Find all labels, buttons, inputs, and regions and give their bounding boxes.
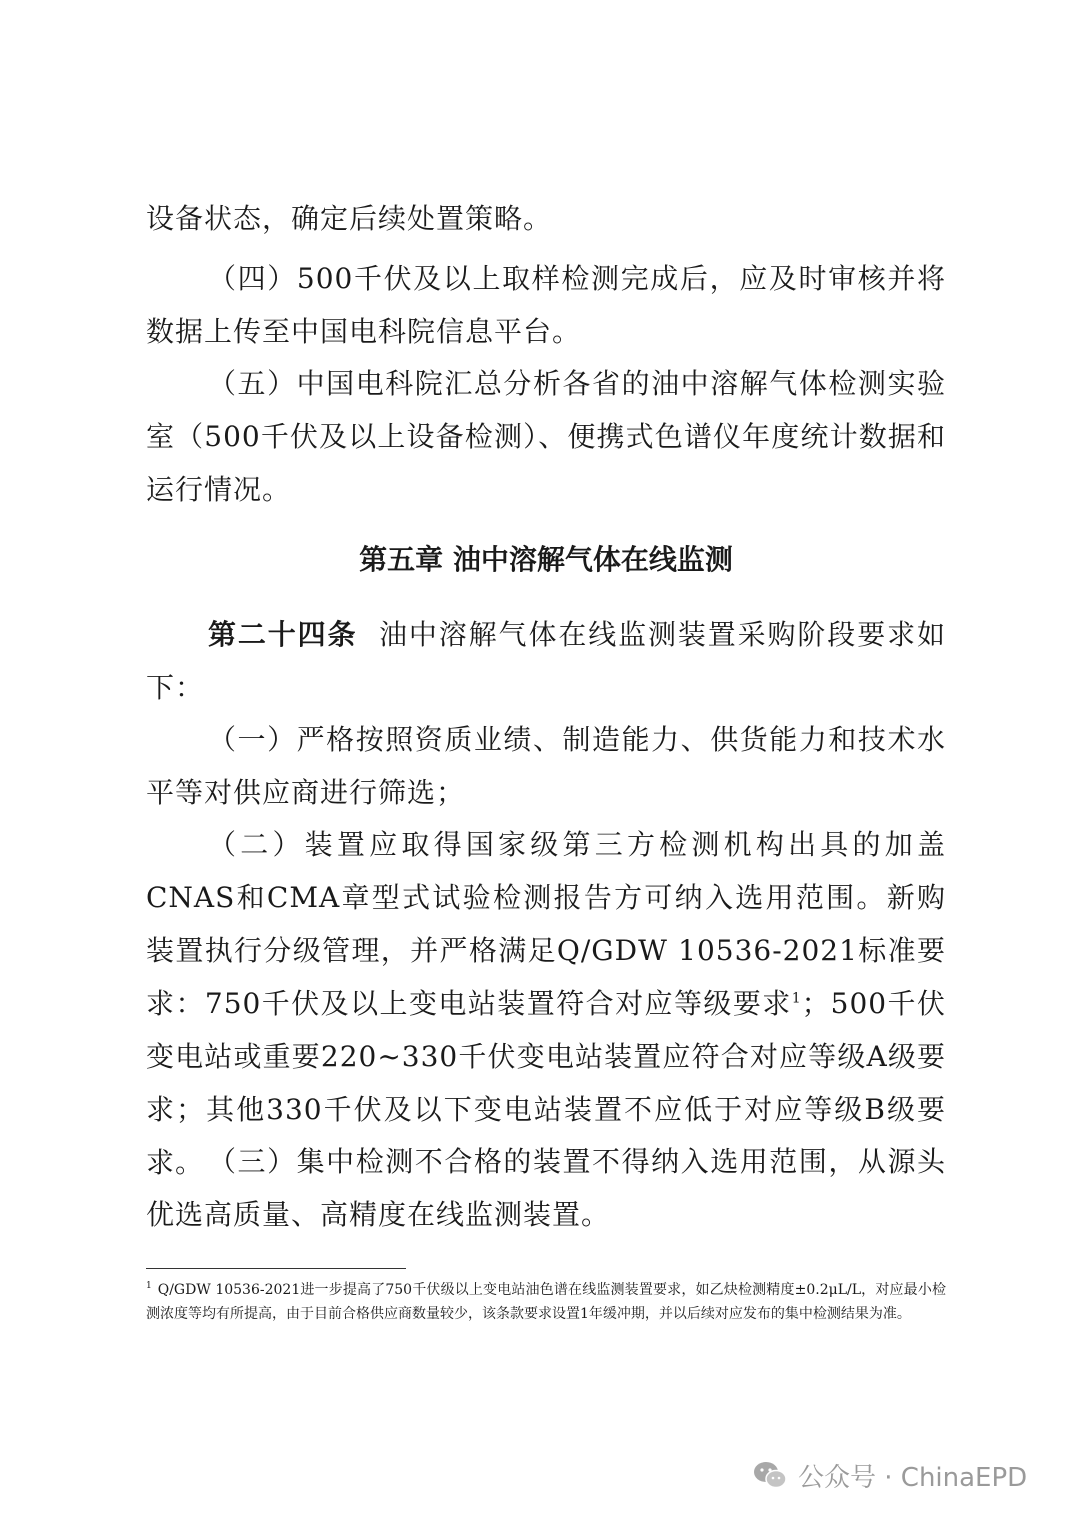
item-two-part-b: ；500千伏变电站或重要220~330千伏变电站装置应符合对应等级A级要求；其他330千伏及以下变电站装置不应低于对应等级B级要求。 [146,987,946,1179]
footnote-text: Q/GDW 10536-2021进一步提高了750千伏级以上变电站油色谱在线监测装置要求，如乙炔检测精度±0.2μL/L，对应最小检测浓度等均有所提高，由于目前合格供应商数量较少，该条款要求设置1年缓冲期，并以后续对应发布的集中检测结果为准。 [146,1282,946,1322]
footnote-divider [146,1268,406,1269]
item-two-part-a: （二）装置应取得国家级第三方检测机构出具的加盖CNAS和CMA章型式试验检测报告方可纳入选用范围。新购装置执行分级管理，并严格满足Q/GDW 10536-2021标准要求：750千伏及以上变电站装置符合对应等级要求 [146,828,946,1020]
wechat-icon [752,1460,788,1490]
article-label: 第二十四条 [208,618,358,651]
footnote-reference: 1 [791,990,802,1007]
footnote-mark: 1 [146,1281,152,1292]
item-three: （三）集中检测不合格的装置不得纳入选用范围，从源头优选高质量、高精度在线监测装置。 [146,1145,946,1231]
item-one: （一）严格按照资质业绩、制造能力、供货能力和技术水平等对供应商进行筛选； [146,723,946,809]
watermark-text: 公众号 · ChinaEPD [798,1462,1028,1493]
chapter-title: 第五章 油中溶解气体在线监测 [359,543,733,576]
article-24 [146,608,946,714]
paragraph-continuation: 设备状态，确定后续处置策略。 [146,202,553,235]
paragraph-item-four: （四）500千伏及以上取样检测完成后，应及时审核并将数据上传至中国电科院信息平台。 [146,262,946,348]
article-text: 油中溶解气体在线监测装置采购阶段要求如下： [146,618,946,704]
watermark [752,1455,1027,1495]
item-two [146,818,946,1189]
footnote [146,1278,946,1326]
paragraph-item-five: （五）中国电科院汇总分析各省的油中溶解气体检测实验室（500千伏及以上设备检测）、便携式色谱仪年度统计数据和运行情况。 [146,367,946,506]
